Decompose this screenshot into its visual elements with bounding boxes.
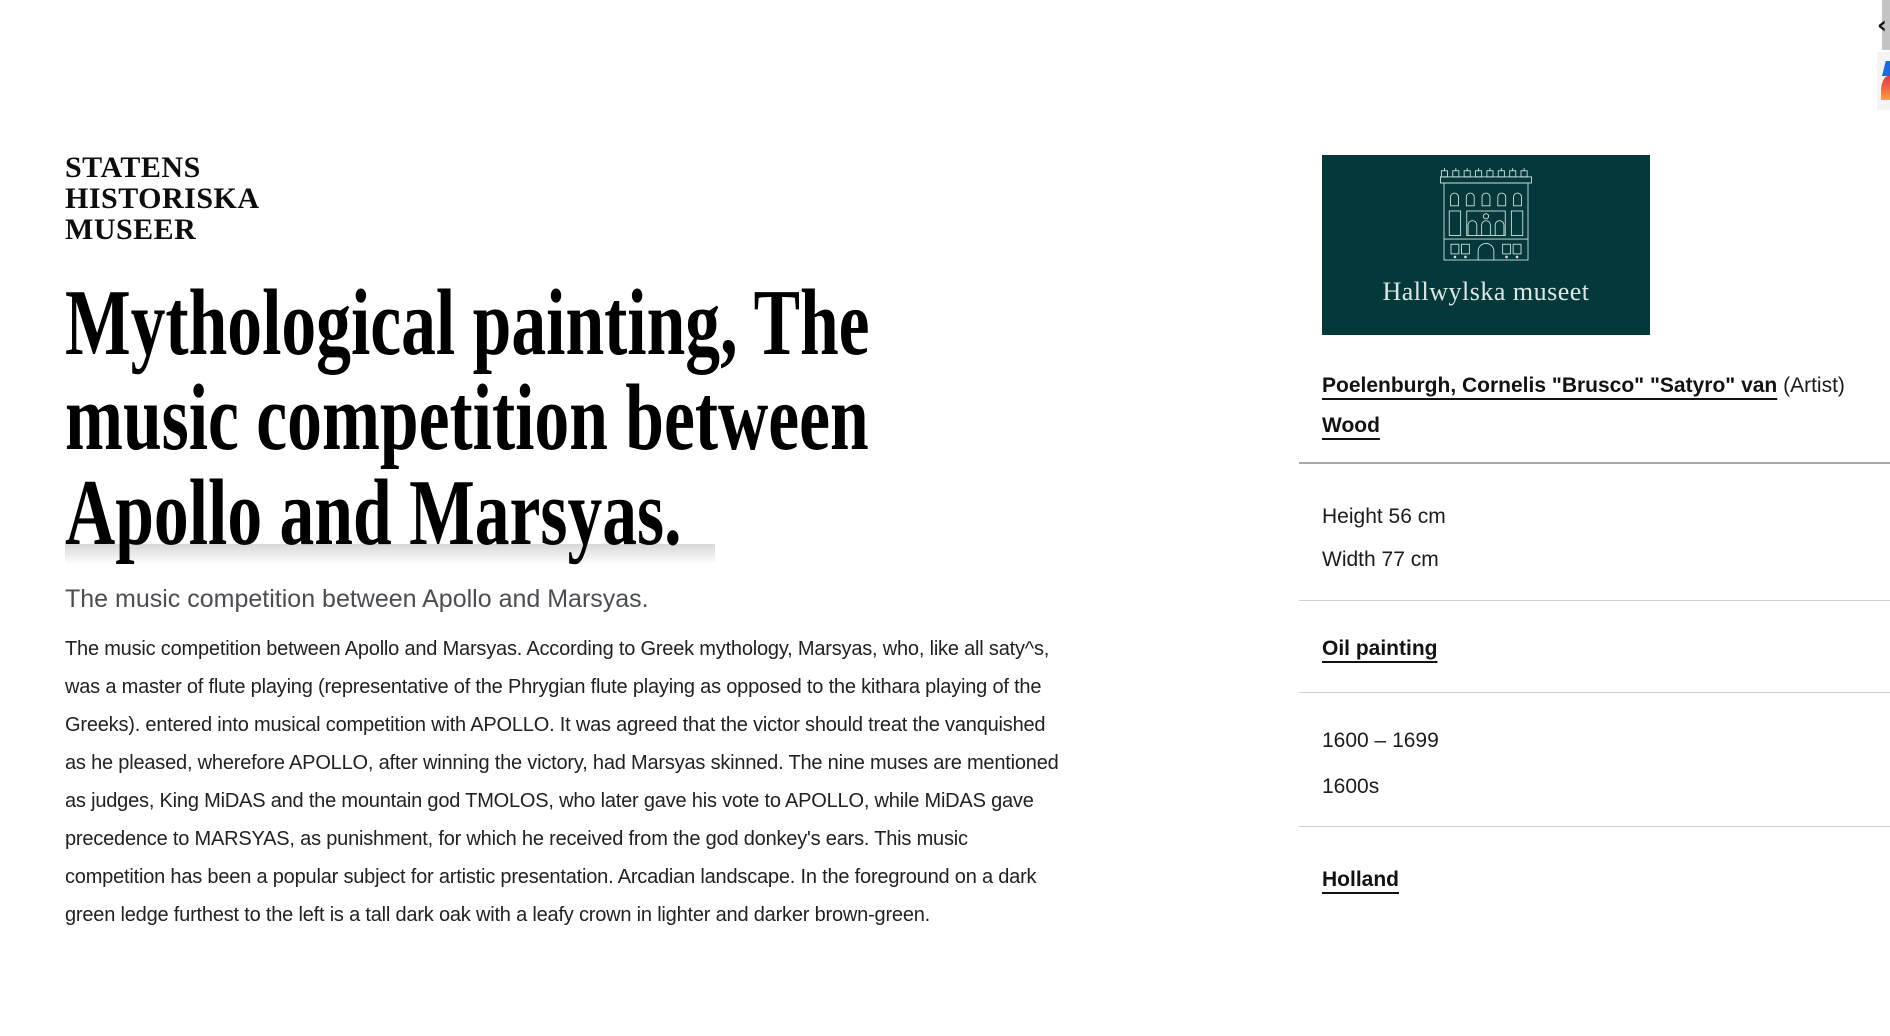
hallwylska-museet-label: Hallwylska museet [1382, 277, 1590, 306]
technique-link-oil-painting[interactable]: Oil painting [1322, 637, 1438, 660]
divider [1299, 462, 1890, 464]
artist-row [1322, 372, 1890, 399]
page-title-line: Apollo and Marsyas. [65, 461, 682, 565]
partial-logo-flame-icon[interactable] [1881, 76, 1890, 100]
collapse-chevron-icon[interactable]: ‹ [1877, 11, 1887, 39]
divider [1299, 600, 1890, 601]
description-text: The music competition between Apollo and Marsyas. According to Greek mythology, Marsyas, who, like all saty^s, was a master of flute playing (representative of the Phrygian flute playing as opposed to the kithara playing of the Greeks). entered into musical competition with APOLLO. It was agreed that the victor should treat the vanquished as he pleased, wherefore APOLLO, after winning the victory, had Marsyas skinned. The nine muses are mentioned as judges, King MiDAS and the mountain god TMOLOS, who later gave his vote to APOLLO, while MiDAS gave precedence to MARSYAS, as punishment, for which he received from the god donkey's ears. This music competition has been a popular subject for artistic presentation. Arcadian landscape. In the foreground on a dark green ledge furthest to the left is a tall dark oak with a leafy crown in lighter and darker brown-green. [65, 638, 1059, 926]
artist-role-label: (Artist) [1777, 374, 1845, 397]
brand-line: HISTORISKA [65, 182, 260, 215]
width-value: Width 77 cm [1322, 548, 1439, 571]
technique-row [1322, 635, 1890, 662]
hallwylska-building-icon [1416, 165, 1556, 271]
period-century: 1600s [1322, 775, 1380, 798]
place-row [1322, 866, 1890, 893]
page-title [65, 271, 1070, 565]
material-row [1322, 412, 1890, 439]
hallwylska-museet-card[interactable] [1322, 155, 1650, 335]
partial-logo-strip [1877, 52, 1890, 110]
brand-line: STATENS [65, 151, 201, 184]
statens-historiska-museer-logo [65, 152, 1070, 245]
divider [1299, 692, 1890, 693]
object-details-panel [1299, 155, 1890, 893]
brand-line: MUSEER [65, 213, 197, 246]
page-title-line: Mythological painting, The [65, 271, 870, 375]
height-value: Height 56 cm [1322, 505, 1446, 528]
page-subtitle: The music competition between Apollo and Marsyas. [65, 585, 649, 613]
place-link-holland[interactable]: Holland [1322, 868, 1399, 891]
artist-link[interactable]: Poelenburgh, Cornelis "Brusco" "Satyro" van [1322, 374, 1778, 397]
divider [1299, 826, 1890, 827]
partial-logo-blue-icon[interactable] [1882, 61, 1890, 76]
material-link-wood[interactable]: Wood [1322, 414, 1380, 437]
page-title-line: music competition between [65, 366, 869, 470]
period-range: 1600 – 1699 [1322, 729, 1439, 752]
